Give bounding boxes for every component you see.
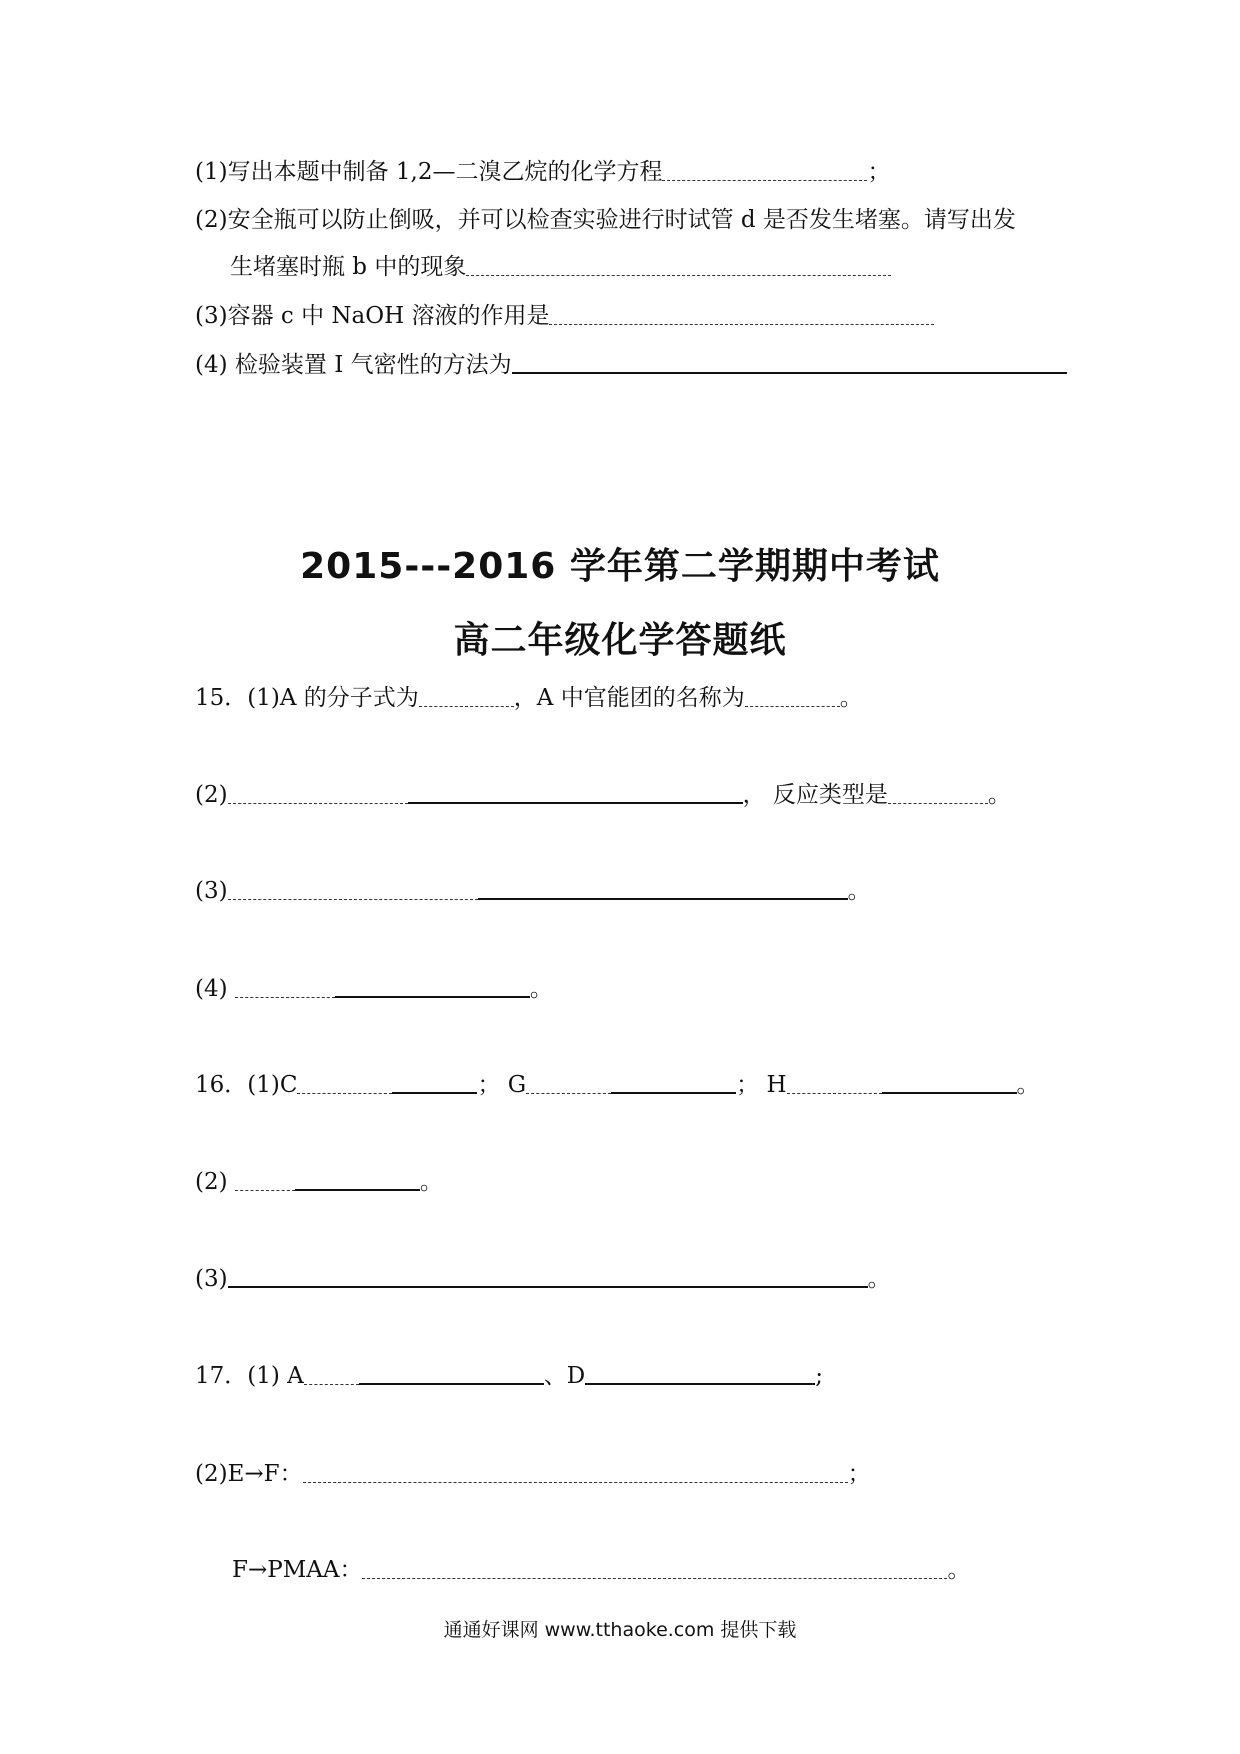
answer-blank[interactable] (526, 1092, 611, 1094)
answer-blank[interactable] (787, 1092, 882, 1094)
q15-part3-label: (3) (195, 878, 228, 904)
punctuation: ； (847, 1461, 871, 1487)
q16-part3-line (195, 1264, 891, 1294)
punctuation: 。 (1016, 1072, 1040, 1098)
q16-part1-text-g: ； G (477, 1072, 527, 1098)
q15-part1-text-b: ，A 中官能团的名称为 (513, 685, 745, 711)
answer-blank[interactable] (235, 996, 335, 998)
answer-blank[interactable] (419, 705, 514, 707)
answer-blank[interactable] (466, 274, 891, 276)
q17-part2-ef-text: (2)E→F： (195, 1461, 303, 1487)
q15-part1-line (195, 683, 863, 713)
answer-blank[interactable] (228, 1285, 868, 1288)
punctuation: 。 (867, 1266, 891, 1292)
question-4-line (195, 350, 1067, 380)
footer-watermark: 通通好课网 www.tthaoke.com 提供下载 (443, 1619, 797, 1641)
answer-blank[interactable] (662, 179, 867, 181)
question-2-text: (2)安全瓶可以防止倒吸，并可以检查实验进行时试管 d 是否发生堵塞。请写出发 (195, 207, 1016, 233)
q16-part2-line (195, 1167, 443, 1197)
q16-part1-text: 16．(1)C (195, 1072, 298, 1098)
q15-part2-text: ， 反应类型是 (742, 782, 888, 808)
q16-part1-text-h: ； H (736, 1072, 787, 1098)
q15-part1-text: 15．(1)A 的分子式为 (195, 685, 419, 711)
q16-part1-line (195, 1070, 1040, 1100)
answer-blank[interactable] (303, 1481, 848, 1483)
question-1-line (195, 157, 890, 187)
question-2-text-cont: 生堵塞时瓶 b 中的现象 (230, 254, 467, 280)
answer-blank[interactable] (478, 897, 848, 900)
q16-part2-label: (2) (195, 1169, 235, 1195)
answer-sheet-title: 高二年级化学答题纸 (453, 620, 787, 661)
question-3-text: (3)容器 c 中 NaOH 溶液的作用是 (195, 303, 550, 329)
q17-part1-text: 17．(1) A (195, 1363, 304, 1389)
answer-blank[interactable] (549, 323, 934, 325)
answer-blank[interactable] (585, 1382, 815, 1385)
answer-blank[interactable] (888, 802, 988, 804)
answer-blank[interactable] (297, 1092, 392, 1094)
q17-part2-line-1 (195, 1459, 871, 1489)
question-1-text: (1)写出本题中制备 1,2—二溴乙烷的化学方程 (195, 159, 663, 185)
punctuation: 。 (847, 878, 871, 904)
punctuation: 。 (947, 1557, 971, 1583)
punctuation: 。 (987, 782, 1011, 808)
answer-blank[interactable] (408, 801, 743, 804)
question-2-line-1 (195, 205, 1016, 235)
question-3-line (195, 301, 934, 331)
q16-part3-label: (3) (195, 1266, 228, 1292)
q17-part1-text-d: 、D (543, 1363, 586, 1389)
q17-part2-fpmaa-text: F→PMAA： (232, 1557, 363, 1583)
punctuation: 。 (839, 685, 863, 711)
punctuation: 。 (419, 1169, 443, 1195)
answer-blank[interactable] (362, 1577, 947, 1579)
answer-blank[interactable] (335, 995, 530, 998)
answer-blank[interactable] (359, 1382, 544, 1385)
q15-part2-line (195, 780, 1011, 810)
q17-part2-line-2 (232, 1555, 970, 1585)
punctuation: ; (815, 1363, 823, 1389)
punctuation: ； (867, 159, 891, 185)
q15-part4-line (195, 974, 553, 1004)
answer-blank[interactable] (512, 371, 1067, 374)
question-2-line-2 (230, 252, 891, 282)
q15-part3-line (195, 876, 871, 906)
answer-blank[interactable] (295, 1188, 420, 1191)
q15-part2-label: (2) (195, 782, 228, 808)
answer-blank[interactable] (304, 1383, 359, 1385)
answer-blank[interactable] (392, 1091, 477, 1094)
answer-blank[interactable] (611, 1091, 736, 1094)
answer-blank[interactable] (745, 705, 840, 707)
q17-part1-line (195, 1361, 823, 1391)
q15-part4-label: (4) (195, 976, 235, 1002)
answer-blank[interactable] (235, 1189, 295, 1191)
answer-blank[interactable] (228, 802, 408, 804)
answer-blank[interactable] (882, 1091, 1017, 1094)
punctuation: 。 (529, 976, 553, 1002)
exam-title: 2015---2016 学年第二学期期中考试 (300, 546, 940, 587)
question-4-text: (4) 检验装置 I 气密性的方法为 (195, 352, 512, 378)
answer-blank[interactable] (228, 898, 478, 900)
